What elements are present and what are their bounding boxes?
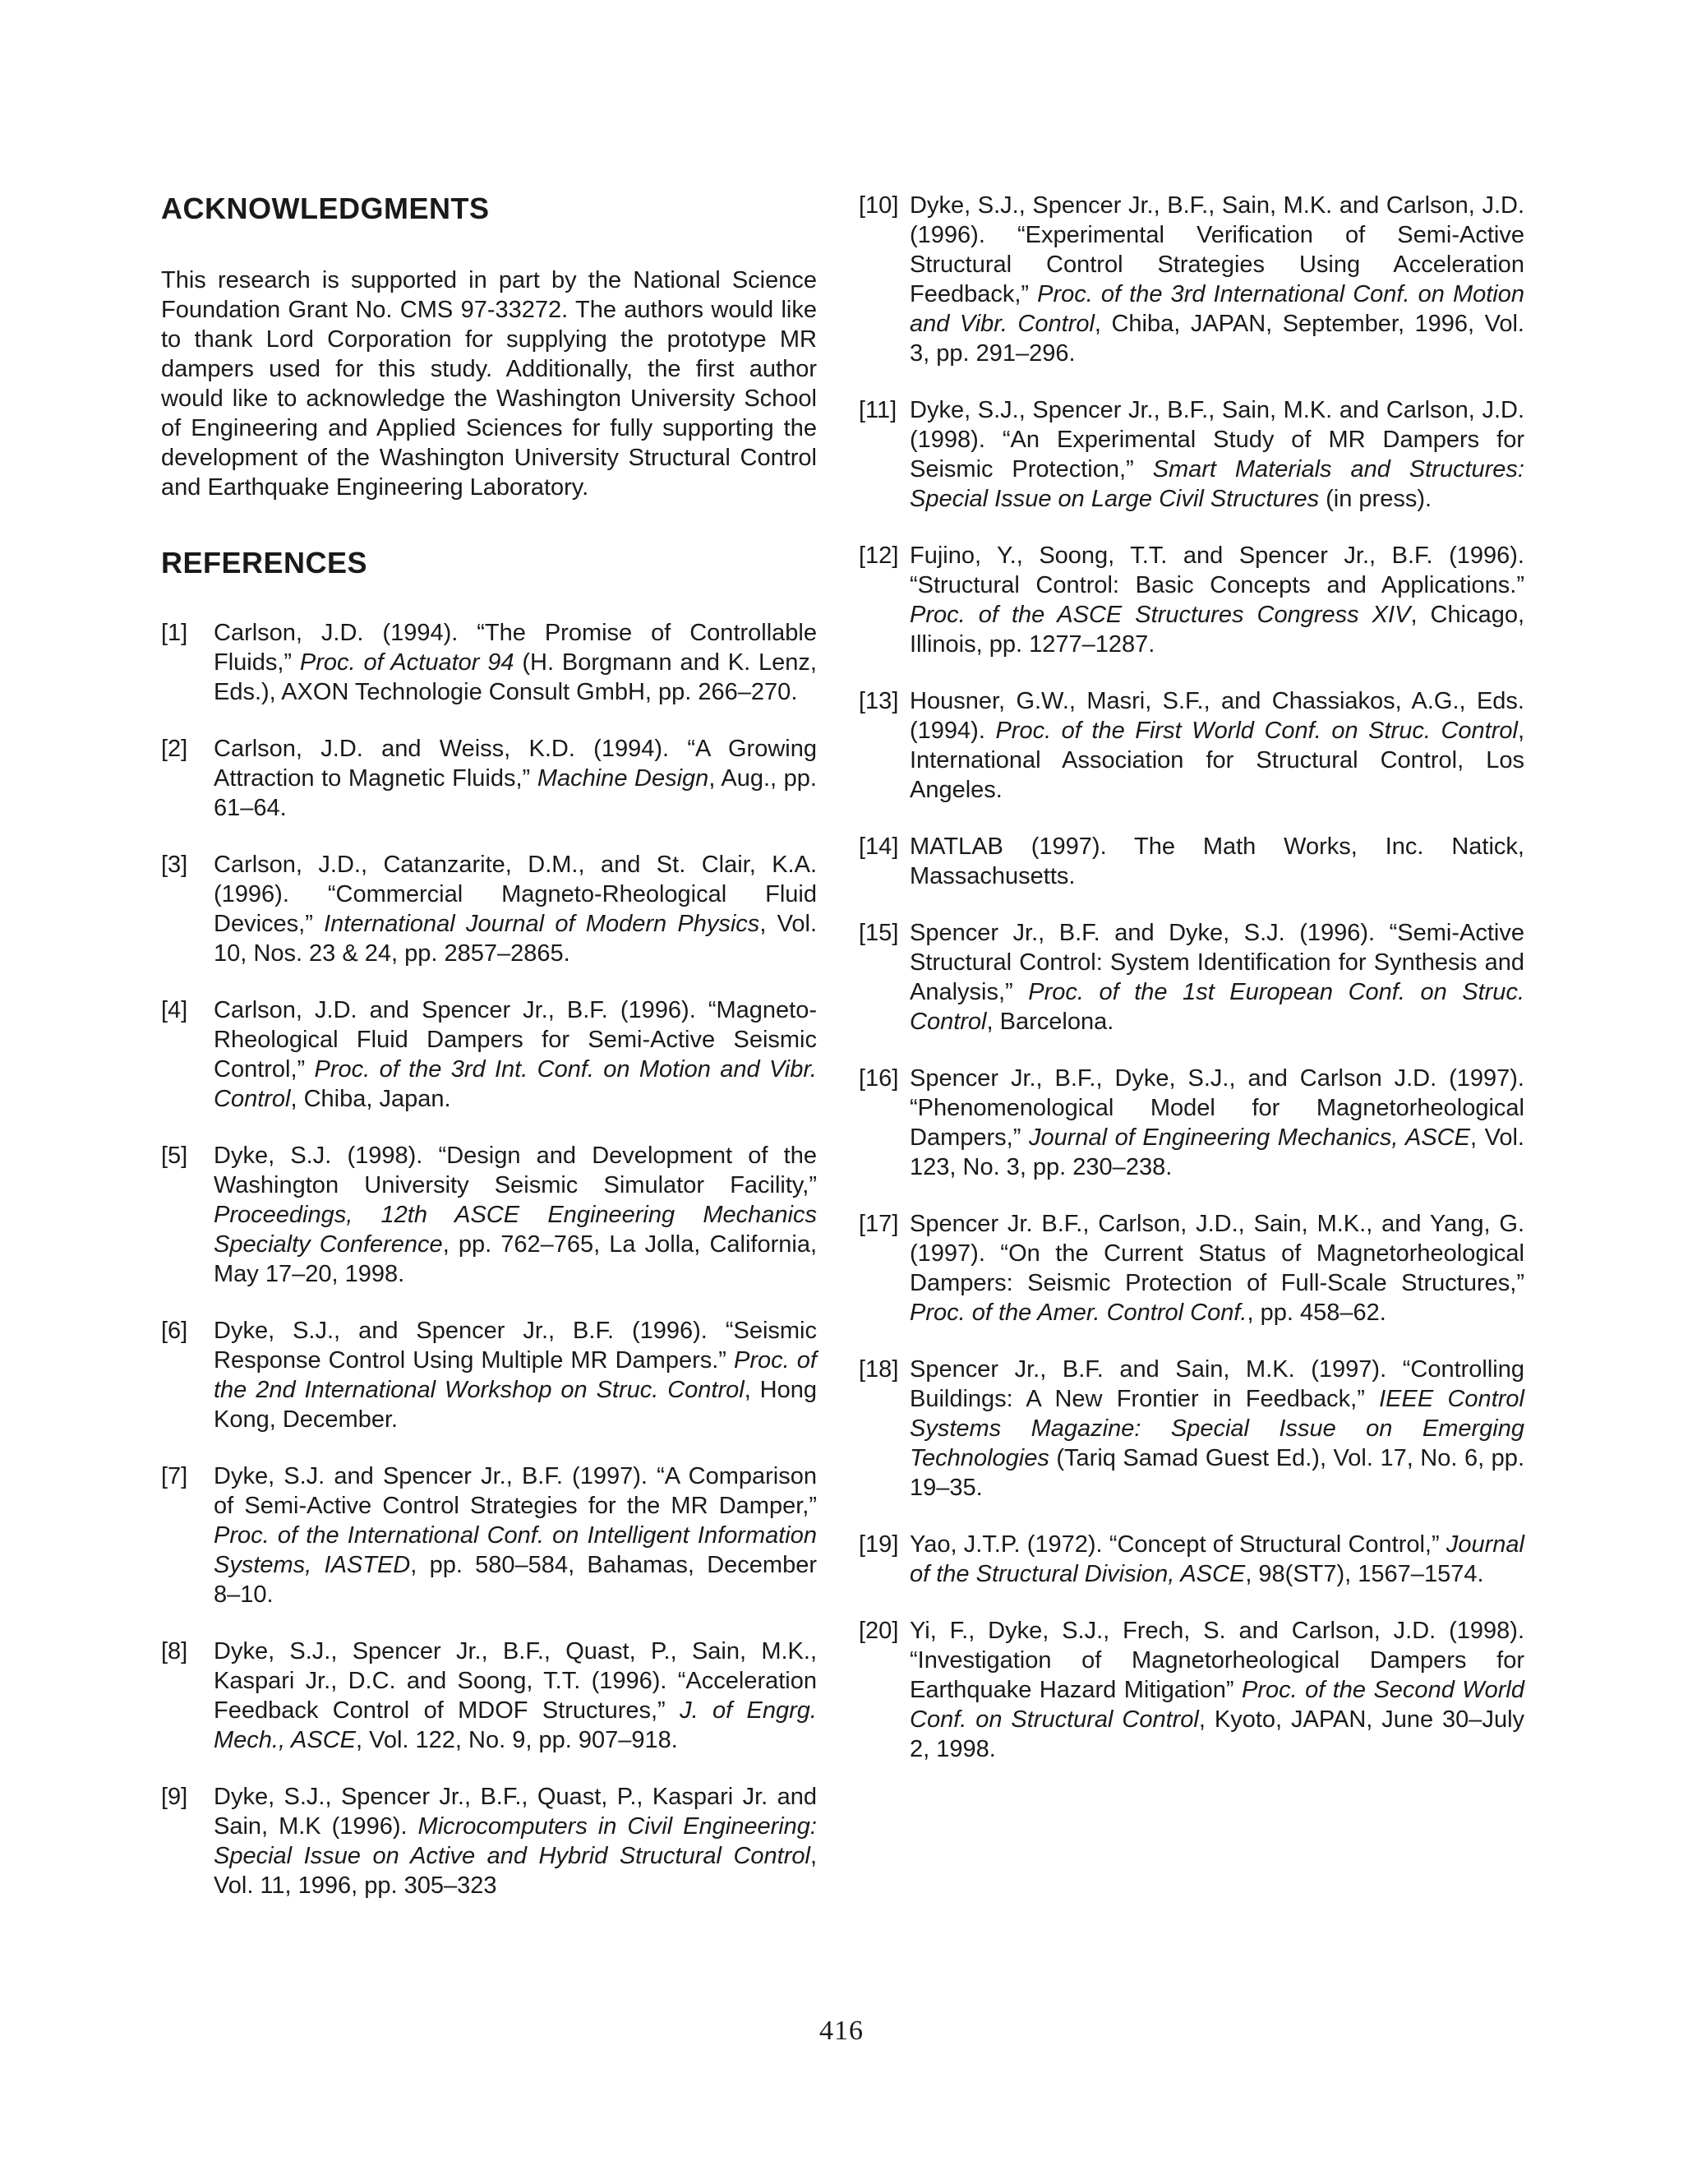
reference-item <box>161 995 817 1114</box>
reference-part: (Tariq Samad Guest Ed.), Vol. 17, No. 6, pp. 19–35. <box>910 1445 1524 1501</box>
reference-number: [7] <box>161 1463 188 1490</box>
reference-italic-part: Microcomputers in Civil Engineering: Special Issue on Active and Hybrid Structural Control <box>214 1813 817 1870</box>
reference-part: , pp. 762–765, La Jolla, California, May 17–20, 1998. <box>214 1231 817 1288</box>
reference-part: Carlson, J.D. and Spencer Jr., B.F. (1996). “Magneto-Rheological Fluid Dampers for Semi-Active Seismic Control,” <box>214 997 817 1083</box>
reference-number: [4] <box>161 997 188 1024</box>
reference-list-left <box>161 618 817 1900</box>
reference-italic-part: Proc. of the International Conf. on Intelligent Information Systems, IASTED <box>214 1522 817 1579</box>
reference-italic-part: Proc. of the ASCE Structures Congress XIV <box>910 602 1411 628</box>
reference-part: , Vol. 11, 1996, pp. 305–323 <box>214 1843 817 1900</box>
reference-text <box>910 1064 1524 1182</box>
reference-text <box>910 1530 1524 1589</box>
reference-number: [19] <box>859 1531 899 1558</box>
reference-text <box>214 995 817 1114</box>
acknowledgments-body: This research is supported in part by the National Science Foundation Grant No. CMS 97-33272. The authors would like to thank Lord Corporation for supplying the prototype MR dampers used for this study. Additionally, the first author would like to acknowledge the Washington University School of Engineering and Applied Sciences for fully supporting the development of the Washington University Structural Control and Earthquake Engineering Laboratory. <box>161 267 817 501</box>
reference-number: [2] <box>161 736 188 763</box>
reference-italic-part: Journal of Engineering Mechanics, ASCE <box>1028 1124 1470 1151</box>
reference-number: [15] <box>859 920 899 946</box>
reference-number: [18] <box>859 1356 899 1383</box>
reference-italic-part: Machine Design <box>537 765 709 792</box>
reference-part: , Chiba, Japan. <box>290 1086 451 1113</box>
reference-number: [14] <box>859 833 899 860</box>
reference-part: Yi, F., Dyke, S.J., Frech, S. and Carlson, J.D. (1998). “Investigation of Magnetorheological Dampers for Earthquake Hazard Mitigation” <box>910 1618 1524 1703</box>
reference-text <box>910 686 1524 805</box>
reference-item <box>859 918 1524 1037</box>
right-column <box>859 191 1524 1791</box>
reference-text <box>910 918 1524 1037</box>
left-column <box>161 191 817 1928</box>
reference-text <box>214 1461 817 1609</box>
reference-item <box>859 1209 1524 1327</box>
reference-item <box>161 1637 817 1755</box>
reference-item <box>859 395 1524 514</box>
reference-text <box>910 1209 1524 1327</box>
reference-item <box>859 832 1524 891</box>
reference-italic-part: Journal of the Structural Division, ASCE <box>910 1531 1524 1587</box>
reference-italic-part: Proc. of the 3rd Int. Conf. on Motion and Vibr. Control <box>214 1056 817 1113</box>
reference-number: [12] <box>859 543 899 569</box>
acknowledgments-heading: ACKNOWLEDGMENTS <box>161 192 490 225</box>
references-heading: REFERENCES <box>161 546 368 580</box>
reference-number: [16] <box>859 1065 899 1092</box>
reference-part: Dyke, S.J., Spencer Jr., B.F., Quast, P., Sain, M.K., Kaspari Jr., D.C. and Soong, T.T. (1996). “Acceleration Feedback Control of MDOF Structures,” <box>214 1638 817 1725</box>
reference-item <box>161 1316 817 1434</box>
reference-part: Carlson, J.D. and Weiss, K.D. (1994). “A Growing Attraction to Magnetic Fluids,” <box>214 736 817 792</box>
reference-part: MATLAB (1997). The Math Works, Inc. Natick, Massachusetts. <box>910 833 1524 889</box>
reference-part: , Vol. 10, Nos. 23 & 24, pp. 2857–2865. <box>214 911 817 967</box>
reference-italic-part: Smart Materials and Structures: Special Issue on Large Civil Structures <box>910 456 1524 512</box>
reference-italic-part: Proc. of the 3rd International Conf. on Motion and Vibr. Control <box>910 281 1524 337</box>
reference-part: , International Association for Structural Control, Los Angeles. <box>910 718 1524 803</box>
reference-text <box>910 541 1524 659</box>
reference-item <box>161 618 817 707</box>
reference-text <box>214 1637 817 1755</box>
reference-item <box>859 1064 1524 1182</box>
reference-list-right <box>859 191 1524 1764</box>
reference-number: [20] <box>859 1618 899 1644</box>
reference-part: Spencer Jr., B.F., Dyke, S.J., and Carlson J.D. (1997). “Phenomenological Model for Magnetorheological Dampers,” <box>910 1065 1524 1151</box>
reference-part: , Barcelona. <box>986 1009 1114 1035</box>
reference-item <box>161 850 817 968</box>
reference-part: Dyke, S.J. and Spencer Jr., B.F. (1997). “A Comparison of Semi-Active Control Strategies for the MR Damper,” <box>214 1463 817 1520</box>
reference-part: , Vol. 122, No. 9, pp. 907–918. <box>355 1727 678 1754</box>
reference-part: Spencer Jr., B.F. and Sain, M.K. (1997). “Controlling Buildings: A New Frontier in Feedback,” <box>910 1356 1524 1412</box>
reference-part: , Aug., pp. 61–64. <box>214 765 817 822</box>
reference-part: , 98(ST7), 1567–1574. <box>1245 1561 1484 1587</box>
reference-part: Spencer Jr., B.F. and Dyke, S.J. (1996). “Semi-Active Structural Control: System Identification for Synthesis and Analysis,” <box>910 920 1524 1005</box>
reference-part: Carlson, J.D. (1994). “The Promise of Controllable Fluids,” <box>214 620 817 676</box>
reference-text <box>910 191 1524 368</box>
reference-part: (in press). <box>1319 486 1432 512</box>
reference-text <box>214 1782 817 1900</box>
reference-part: Dyke, S.J. (1998). “Design and Development of the Washington University Seismic Simulator Facility,” <box>214 1143 817 1199</box>
reference-item <box>859 1355 1524 1503</box>
reference-part: , Chicago, Illinois, pp. 1277–1287. <box>910 602 1525 658</box>
reference-part: Dyke, S.J., Spencer Jr., B.F., Sain, M.K. and Carlson, J.D. (1996). “Experimental Verification of Semi-Active Structural Control Strategies Using Acceleration Feedback,” <box>910 192 1524 307</box>
reference-number: [8] <box>161 1638 188 1665</box>
reference-part: , Chiba, JAPAN, September, 1996, Vol. 3, pp. 291–296. <box>910 311 1524 367</box>
reference-part: Dyke, S.J., Spencer Jr., B.F., Quast, P., Kaspari Jr. and Sain, M.K (1996). <box>214 1784 817 1840</box>
reference-item <box>161 1782 817 1900</box>
reference-item <box>859 191 1524 368</box>
reference-part: , pp. 580–584, Bahamas, December 8–10. <box>214 1552 818 1609</box>
reference-number: [13] <box>859 688 899 714</box>
reference-italic-part: IEEE Control Systems Magazine: Special Issue on Emerging Technologies <box>910 1386 1524 1471</box>
reference-italic-part: Proc. of the First World Conf. on Struc. Control <box>995 718 1518 744</box>
reference-number: [17] <box>859 1211 899 1237</box>
reference-text <box>910 1355 1524 1503</box>
reference-number: [1] <box>161 620 188 647</box>
reference-part: , pp. 458–62. <box>1247 1300 1386 1326</box>
reference-italic-part: Proc. of the Amer. Control Conf. <box>910 1300 1247 1326</box>
reference-number: [10] <box>859 192 899 219</box>
reference-item <box>859 1616 1524 1764</box>
reference-text <box>214 1141 817 1289</box>
reference-number: [5] <box>161 1143 188 1170</box>
reference-part: Carlson, J.D., Catanzarite, D.M., and St. Clair, K.A. (1996). “Commercial Magneto-Rheological Fluid Devices,” <box>214 852 817 938</box>
reference-italic-part: Proc. of the 2nd International Workshop on Struc. Control <box>214 1347 817 1404</box>
reference-text <box>214 734 817 823</box>
reference-italic-part: J. of Engrg. Mech., ASCE <box>214 1697 817 1754</box>
page-number: 416 <box>819 2015 864 2046</box>
reference-number: [11] <box>859 397 897 423</box>
reference-part: Dyke, S.J., and Spencer Jr., B.F. (1996). “Seismic Response Control Using Multiple MR Dampers.” <box>214 1318 817 1374</box>
reference-part: Dyke, S.J., Spencer Jr., B.F., Sain, M.K. and Carlson, J.D. (1998). “An Experimental Study of MR Dampers for Seismic Protection,” <box>910 397 1524 483</box>
reference-part: , Hong Kong, December. <box>214 1377 817 1434</box>
reference-part: , Kyoto, JAPAN, June 30–July 2, 1998. <box>910 1706 1525 1762</box>
reference-item <box>161 1461 817 1609</box>
reference-italic-part: International Journal of Modern Physics <box>324 911 760 938</box>
reference-item <box>859 686 1524 805</box>
reference-part: Yao, J.T.P. (1972). “Concept of Structural Control,” <box>910 1531 1446 1558</box>
reference-item <box>859 1530 1524 1589</box>
reference-number: [6] <box>161 1318 188 1345</box>
reference-part: Housner, G.W., Masri, S.F., and Chassiakos, A.G., Eds. (1994). <box>910 688 1524 744</box>
reference-text <box>214 618 817 707</box>
reference-part: Spencer Jr. B.F., Carlson, J.D., Sain, M.K., and Yang, G. (1997). “On the Current Status of Magnetorheological Dampers: Seismic Protection of Full-Scale Structures,” <box>910 1211 1524 1296</box>
reference-part: Fujino, Y., Soong, T.T. and Spencer Jr., B.F. (1996). “Structural Control: Basic Concepts and Applications.” <box>910 543 1524 598</box>
reference-item <box>859 541 1524 659</box>
reference-italic-part: Proceedings, 12th ASCE Engineering Mechanics Specialty Conference <box>214 1202 817 1258</box>
reference-number: [9] <box>161 1784 188 1811</box>
reference-item <box>161 734 817 823</box>
reference-italic-part: Proc. of the 1st European Conf. on Struc. Control <box>910 979 1524 1035</box>
reference-text <box>910 1616 1524 1764</box>
reference-item <box>161 1141 817 1289</box>
reference-text <box>910 832 1524 891</box>
reference-text <box>214 1316 817 1434</box>
reference-italic-part: Proc. of the Second World Conf. on Structural Control <box>910 1677 1524 1733</box>
reference-number: [3] <box>161 852 188 879</box>
reference-text <box>214 850 817 968</box>
reference-italic-part: Proc. of Actuator 94 <box>299 649 514 676</box>
reference-text <box>910 395 1524 514</box>
reference-part: (H. Borgmann and K. Lenz, Eds.), AXON Technologie Consult GmbH, pp. 266–270. <box>214 649 817 706</box>
reference-part: , Vol. 123, No. 3, pp. 230–238. <box>910 1124 1524 1180</box>
